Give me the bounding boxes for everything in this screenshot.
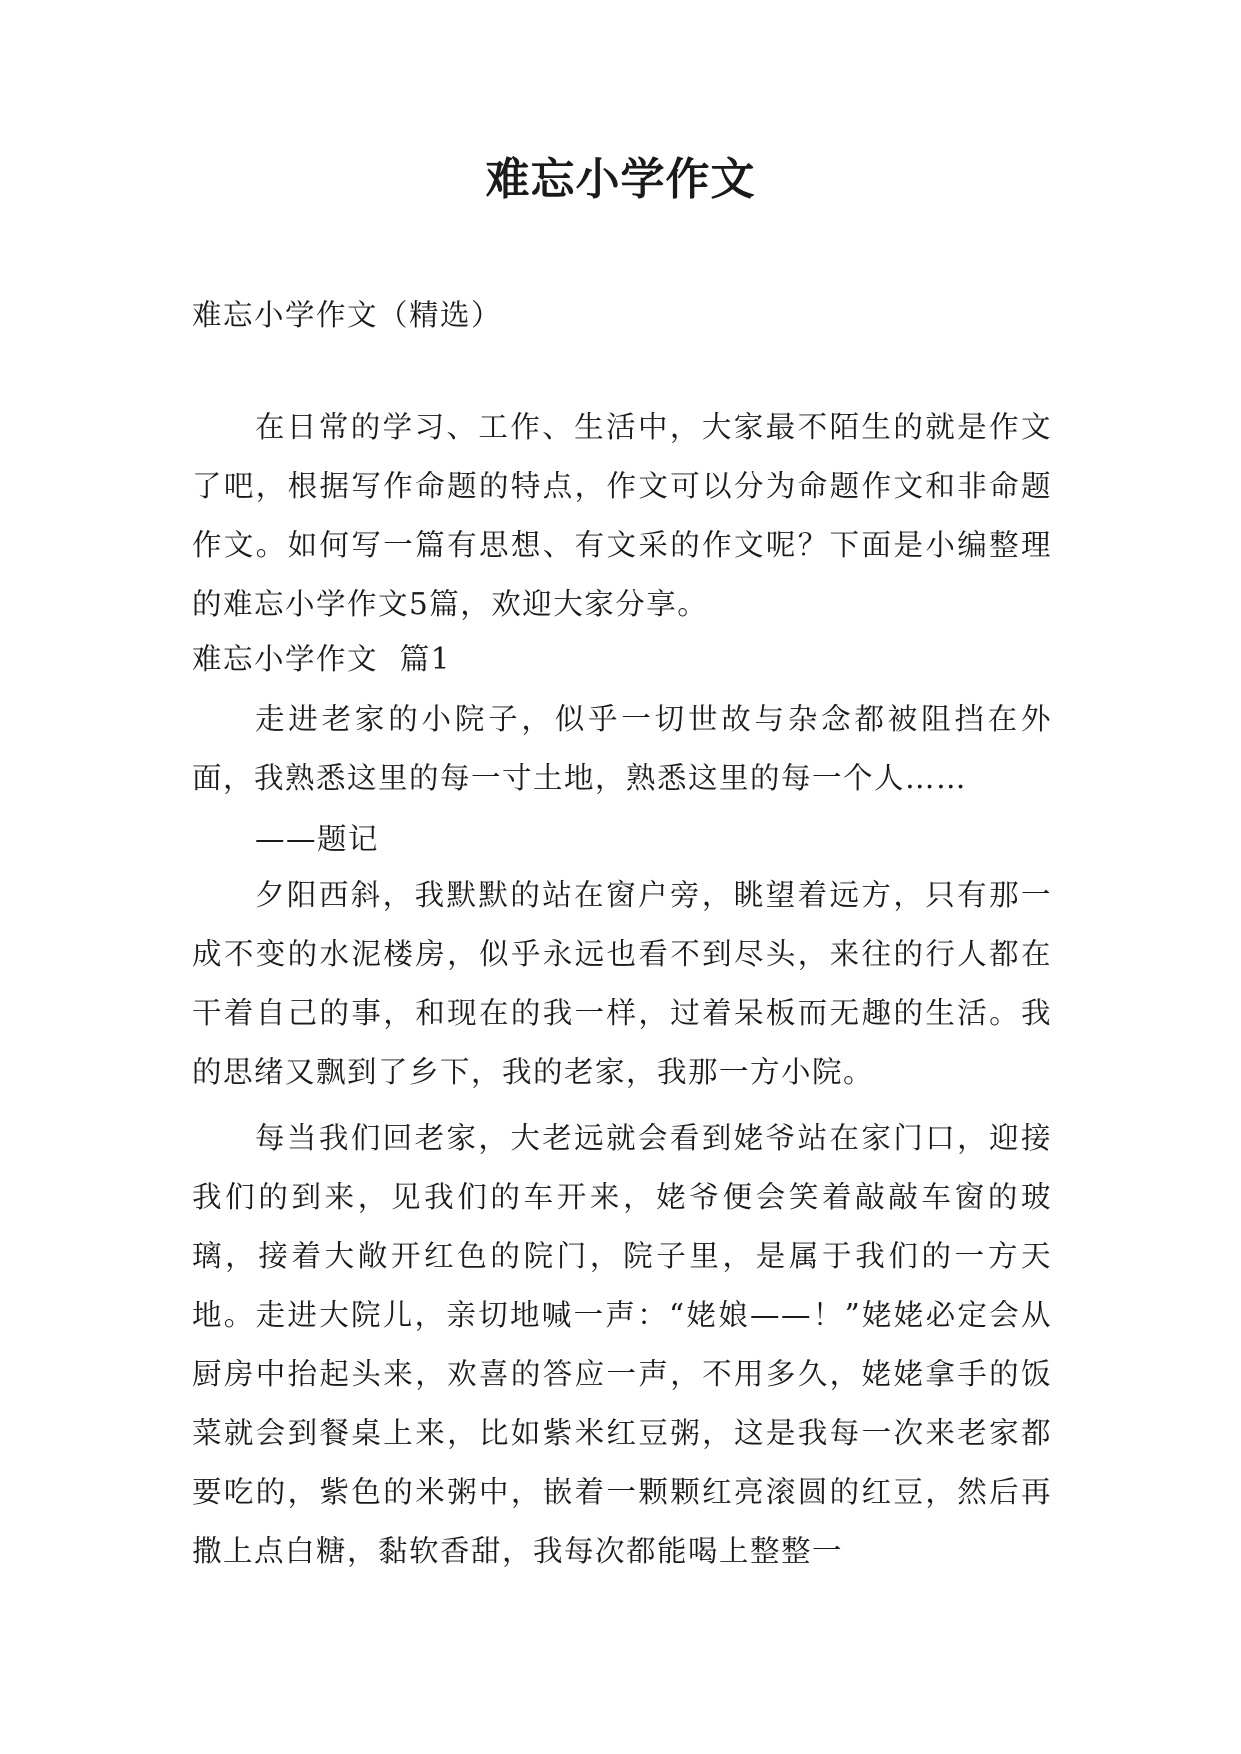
document-subtitle: 难忘小学作文（精选） bbox=[192, 298, 503, 332]
body-paragraph: 夕阳西斜，我默默的站在窗户旁，眺望着远方，只有那一成不变的水泥楼房，似乎永远也看不到尽头，来往的行人都在干着自己的事，和现在的我一样，过着呆板而无趣的生活。我的思绪又飘到了乡下，我的老家，我那一方小院。 bbox=[192, 878, 1052, 1089]
document-title: 难忘小学作文 bbox=[485, 154, 756, 205]
body-paragraph: 走进老家的小院子，似乎一切世故与杂念都被阻挡在外面，我熟悉这里的每一寸土地，熟悉这里的每一个人…… bbox=[192, 702, 1052, 795]
section-heading: 难忘小学作文 篇1 bbox=[192, 642, 452, 676]
intro-paragraph: 在日常的学习、工作、生活中，大家最不陌生的就是作文了吧，根据写作命题的特点，作文可以分为命题作文和非命题作文。如何写一篇有思想、有文采的作文呢？下面是小编整理的难忘小学作文5篇，欢迎大家分享。 bbox=[192, 410, 1052, 621]
body-paragraph: 每当我们回老家，大老远就会看到姥爷站在家门口，迎接我们的到来，见我们的车开来，姥爷便会笑着敲敲车窗的玻璃，接着大敞开红色的院门，院子里，是属于我们的一方天地。走进大院儿，亲切地喊一声：“姥娘——！”姥姥必定会从厨房中抬起头来，欢喜的答应一声，不用多久，姥姥拿手的饭菜就会到餐桌上来，比如紫米红豆粥，这是我每一次来老家都要吃的，紫色的米粥中，嵌着一颗颗红亮滚圆的红豆，然后再撒上点白糖，黏软香甜，我每次都能喝上整整一 bbox=[192, 1121, 1052, 1568]
epigraph-attribution: ——题记 bbox=[255, 822, 380, 856]
